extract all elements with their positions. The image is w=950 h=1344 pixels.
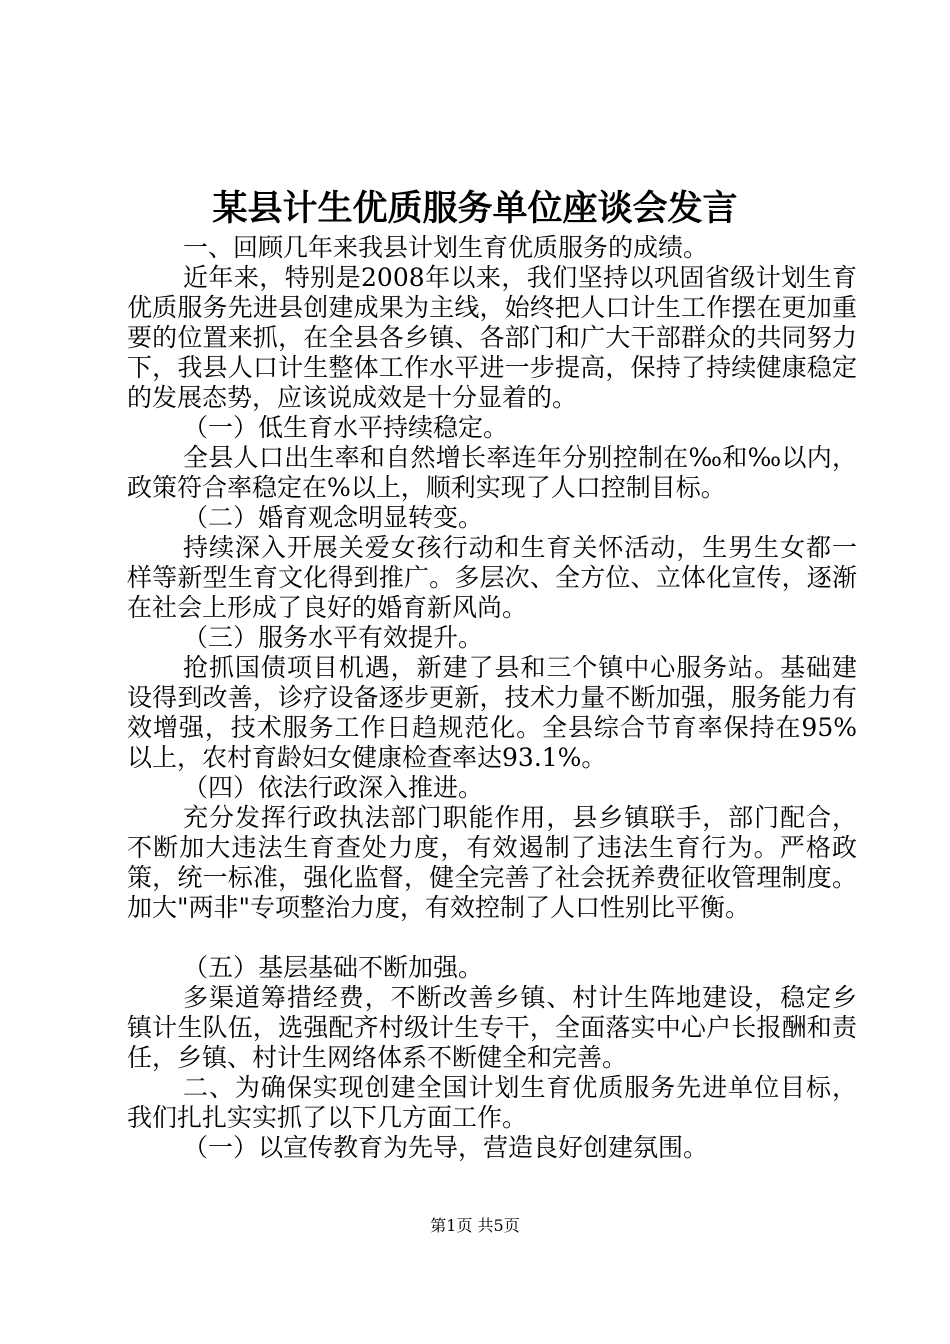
paragraph-subheading-5: （五）基层基础不断加强。 (183, 953, 484, 982)
paragraph-spacer (127, 923, 857, 953)
paragraph-intro: 近年来，特别是2008年以来，我们坚持以巩固省级计划生育优质服务先进县创建成果为主线，始终把人口计生工作摆在更加重要的位置来抓，在全县各乡镇、各部门和广大干部群众的共同努力下，我县人口计生整体工作水平进一步提高，保持了持续健康稳定的发展态势，应该说成效是十分显着的。 (127, 263, 857, 412)
paragraph-subheading-3: （三）服务水平有效提升。 (183, 623, 484, 652)
page-footer: 第1页 共5页 (430, 1216, 520, 1235)
paragraph-law-enforcement: 充分发挥行政执法部门职能作用，县乡镇联手，部门配合，不断加大违法生育查处力度，有效遏制了违法生育行为。严格政策，统一标准，强化监督，健全完善了社会抚养费征收管理制度。加大"两非"专项整治力度，有效控制了人口性别比平衡。 (127, 803, 857, 922)
paragraph-service-level: 抢抓国债项目机遇，新建了县和三个镇中心服务站。基础建设得到改善，诊疗设备逐步更新，技术力量不断加强，服务能力有效增强，技术服务工作日趋规范化。全县综合节育率保持在95%以上，农村育龄妇女健康检查率达93.1%。 (127, 653, 857, 772)
paragraph-subheading-6: （一）以宣传教育为先导，营造良好创建氛围。 (183, 1133, 709, 1162)
paragraph-birth-rate: 全县人口出生率和自然增长率连年分别控制在‰和‰以内，政策符合率稳定在%以上，顺利实现了人口控制目标。 (127, 443, 857, 502)
document-body (127, 233, 857, 1163)
paragraph-subheading-2: （二）婚育观念明显转变。 (183, 503, 484, 532)
paragraph-marriage-culture: 持续深入开展关爱女孩行动和生育关怀活动，生男生女都一样等新型生育文化得到推广。多层次、全方位、立体化宣传，逐渐在社会上形成了良好的婚育新风尚。 (127, 533, 857, 622)
document-title: 某县计生优质服务单位座谈会发言 (212, 188, 738, 229)
paragraph-subheading-1: （一）低生育水平持续稳定。 (183, 413, 509, 442)
paragraph-subheading-4: （四）依法行政深入推进。 (183, 773, 484, 802)
paragraph-section-2-heading: 二、为确保实现创建全国计划生育优质服务先进单位目标，我们扎扎实实抓了以下几方面工作。 (127, 1073, 857, 1132)
paragraph-grassroots: 多渠道筹措经费，不断改善乡镇、村计生阵地建设，稳定乡镇计生队伍，选强配齐村级计生专干，全面落实中心户长报酬和责任，乡镇、村计生网络体系不断健全和完善。 (127, 983, 857, 1072)
paragraph-section-1-heading: 一、回顾几年来我县计划生育优质服务的成绩。 (183, 233, 709, 262)
